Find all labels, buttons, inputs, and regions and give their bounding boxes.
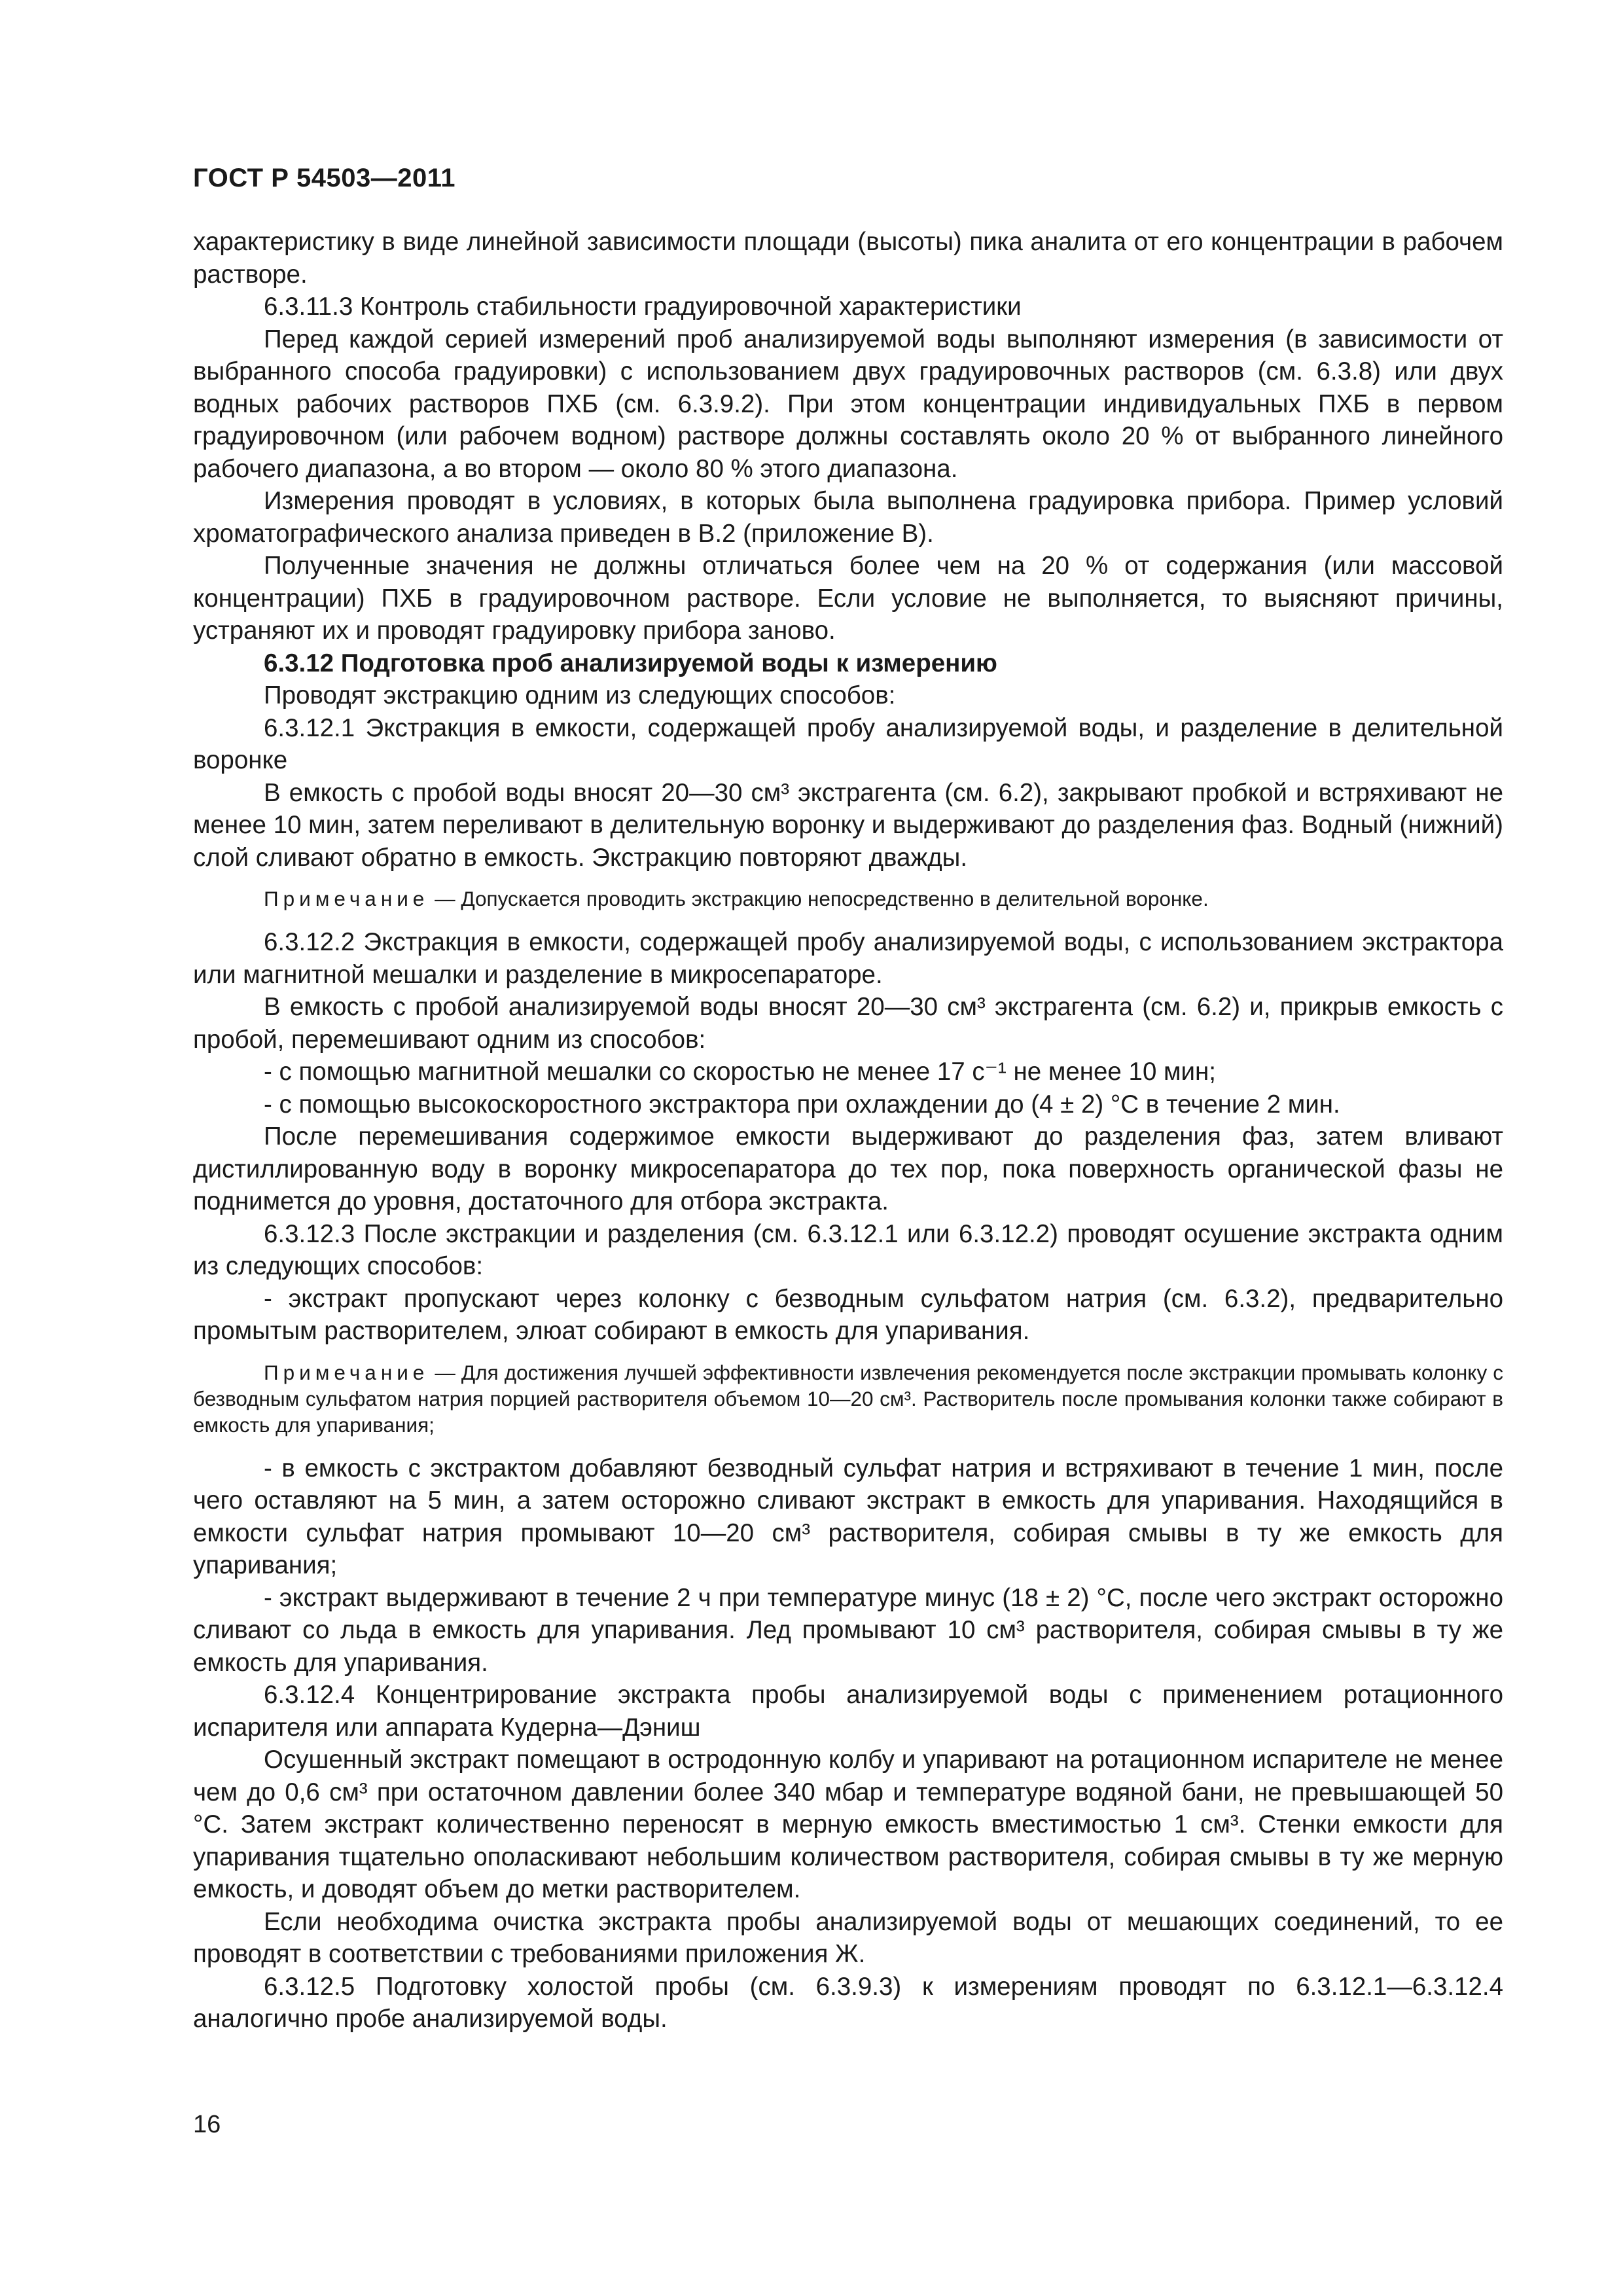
subsection-heading-6-3-11-3: 6.3.11.3 Контроль стабильности градуировочной характеристики bbox=[264, 293, 1022, 321]
list-item: - с помощью высокоскоростного экстрактора при охлаждении до (4 ± 2) °С в течение 2 мин. bbox=[264, 1090, 1340, 1119]
note-text: — Для достижения лучшей эффективности извлечения рекомендуется после экстракции промывать колонку с безводным сульфатом натрия порцией растворителя объемом 10—20 см³. Растворитель после промывания колонки также собирают в емкость для упаривания; bbox=[193, 1360, 1503, 1437]
paragraph: В емкость с пробой анализируемой воды вносят 20—30 см³ экстрагента (см. 6.2) и, прикрыв емкость с пробой, перемешивают одним из способов: bbox=[193, 993, 1503, 1054]
subsection-heading-6-3-12-5: 6.3.12.5 Подготовку холостой пробы (см. 6.3.9.3) к измерениям проводят по 6.3.12.1—6.3.12.4 аналогично пробе анализируемой воды. bbox=[193, 1972, 1503, 2033]
paragraph: Перед каждой серией измерений проб анализируемой воды выполняют измерения (в зависимости от выбранного способа градуировки) с использованием двух градуировочных растворов (см. 6.3.8) или двух водных рабочих растворов ПХБ (см. 6.3.9.2). При этом концентрации индивидуальных ПХБ в первом градуировочном (или рабочем водном) растворе должны составлять около 20 % от выбранного линейного рабочего диапазона, а во втором — около 80 % этого диапазона. bbox=[193, 325, 1503, 483]
subsection-heading-6-3-12-1: 6.3.12.1 Экстракция в емкости, содержащей пробу анализируемой воды, и разделение в делительной воронке bbox=[193, 713, 1503, 774]
subsection-heading-6-3-12-4: 6.3.12.4 Концентрирование экстракта пробы анализируемой воды с применением ротационного испарителя или аппарата Кудерна—Дэниш bbox=[193, 1681, 1503, 1742]
subsection-heading-6-3-12-2: 6.3.12.2 Экстракция в емкости, содержащей пробу анализируемой воды, с использованием экстрактора или магнитной мешалки и разделение в микросепараторе. bbox=[193, 928, 1503, 989]
paragraph: Осушенный экстракт помещают в остродонную колбу и упаривают на ротационном испарителе не менее чем до 0,6 см³ при остаточном давлении более 340 мбар и температуре водяной бани, не превышающей 50 °С. Затем экстракт количественно переносят в мерную емкость вместимостью 1 см³. Стенки емкости для упаривания тщательно ополаскивают небольшим количеством растворителя, собирая смывы в ту же мерную емкость, и доводят объем до метки растворителем. bbox=[193, 1746, 1503, 1903]
page-header-standard-number: ГОСТ Р 54503—2011 bbox=[193, 164, 455, 192]
paragraph: Если необходима очистка экстракта пробы анализируемой воды от мешающих соединений, то ее проводят в соответствии с требованиями приложения Ж. bbox=[193, 1907, 1503, 1968]
note-label: Примечание bbox=[264, 1360, 429, 1384]
list-item: - в емкость с экстрактом добавляют безводный сульфат натрия и встряхивают в течение 1 мин, после чего оставляют на 5 мин, а затем осторожно сливают экстракт в емкость для упаривания. Находящийся в емкости сульфат натрия промывают 10—20 см³ растворителя, собирая смывы в ту же емкость для упаривания; bbox=[193, 1454, 1503, 1579]
list-item: - с помощью магнитной мешалки со скоростью не менее 17 с⁻¹ не менее 10 мин; bbox=[264, 1058, 1216, 1086]
paragraph: Измерения проводят в условиях, в которых была выполнена градуировка прибора. Пример условий хроматографического анализа приведен в В.2 (приложение В). bbox=[193, 487, 1503, 548]
paragraph-continuation: характеристику в виде линейной зависимости площади (высоты) пика аналита от его концентрации в рабочем растворе. bbox=[193, 228, 1503, 289]
section-heading-6-3-12: 6.3.12 Подготовка проб анализируемой воды к измерению bbox=[264, 649, 997, 677]
list-item: - экстракт выдерживают в течение 2 ч при температуре минус (18 ± 2) °С, после чего экстракт осторожно сливают со льда в емкость для упаривания. Лед промывают 10 см³ растворителя, собирая смывы в ту же емкость для упаривания. bbox=[193, 1583, 1503, 1677]
paragraph: Проводят экстракцию одним из следующих способов: bbox=[264, 681, 896, 709]
paragraph: Полученные значения не должны отличаться более чем на 20 % от содержания (или массовой концентрации) ПХБ в градуировочном растворе. Если условие не выполняется, то выясняют причины, устраняют их и проводят градуировку прибора заново. bbox=[193, 552, 1503, 645]
note-label: Примечание bbox=[264, 887, 429, 910]
document-body bbox=[193, 226, 1503, 2036]
subsection-heading-6-3-12-3: 6.3.12.3 После экстракции и разделения (см. 6.3.12.1 или 6.3.12.2) проводят осушение экстракта одним из следующих способов: bbox=[193, 1219, 1503, 1280]
paragraph: В емкость с пробой воды вносят 20—30 см³ экстрагента (см. 6.2), закрывают пробкой и встряхивают не менее 10 мин, затем переливают в делительную воронку и выдерживают до разделения фаз. Водный (нижний) слой сливают обратно в емкость. Экстракцию повторяют дважды. bbox=[193, 778, 1503, 872]
note bbox=[193, 886, 1503, 912]
note bbox=[193, 1359, 1503, 1438]
list-item: - экстракт пропускают через колонку с безводным сульфатом натрия (см. 6.3.2), предварительно промытым растворителем, элюат собирают в емкость для упаривания. bbox=[193, 1284, 1503, 1345]
paragraph: После перемешивания содержимое емкости выдерживают до разделения фаз, затем вливают дистиллированную воду в воронку микросепаратора до тех пор, пока поверхность органической фазы не поднимется до уровня, достаточного для отбора экстракта. bbox=[193, 1122, 1503, 1215]
note-text: — Допускается проводить экстракцию непосредственно в делительной воронке. bbox=[435, 887, 1209, 910]
page-number: 16 bbox=[193, 2111, 221, 2138]
